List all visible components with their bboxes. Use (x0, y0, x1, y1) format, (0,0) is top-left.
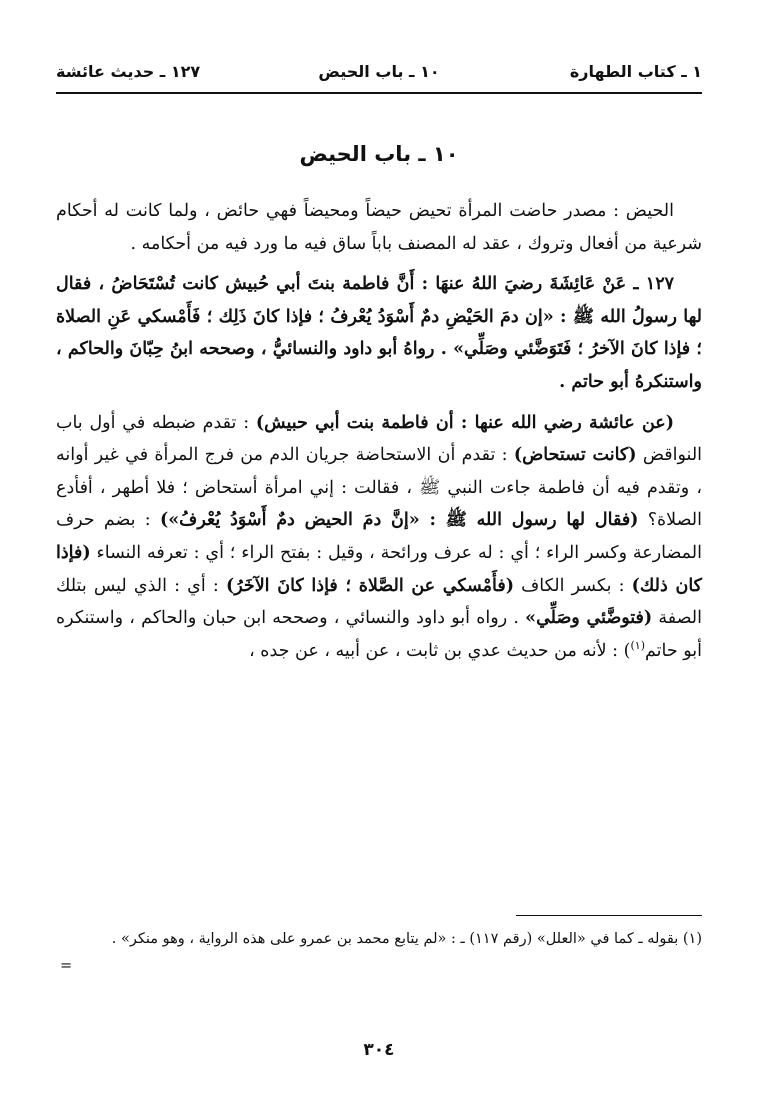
commentary-quote: (عن عائشة رضي الله عنها : أن فاطمة بنت أبي حبيش) (255, 412, 674, 433)
commentary-quote: (فتوضَّئي وصَلِّي» (525, 608, 653, 629)
commentary-text: : بكسر الكاف (514, 575, 632, 596)
commentary-text: : تقدم ضبطه في أول باب النواقض (56, 412, 703, 466)
commentary-quote: (كانت تستحاض) (513, 445, 637, 466)
main-text (56, 195, 702, 667)
definition-paragraph: الحيض : مصدر حاضت المرأة تحيض حيضاً ومحيضاً فهي حائض ، ولما كانت له أحكام شرعية من أفعال وتروك ، عقد له المصنف باباً ساق فيه ما ورد فيه من أحكامه . (56, 201, 702, 254)
commentary-text: : تقدم أن الاستحاضة جريان الدم من فرج المرأة في غير أوانه ، وتقدم فيه أن فاطمة جاءت النبي ﷺ ، فقالت : إني امرأة أستحاض ؛ فلا أطهر ، أفأدع الصلاة؟ (56, 445, 702, 531)
commentary-text: : أي : الذي ليس بتلك الصفة (56, 575, 702, 629)
footnote-text: (١) بقوله ـ كما في «العلل» (رقم ١١٧) ـ : «لم يتابع محمد بن عمرو على هذه الرواية ، وهو منكر» . (111, 931, 702, 947)
running-header (56, 62, 702, 88)
footnote-reference[interactable]: (١) (630, 638, 645, 652)
commentary-paragraph (56, 407, 702, 668)
header-chapter-title: ١٠ ـ باب الحيض (318, 62, 440, 81)
hadith-paragraph: ١٢٧ ـ عَنْ عَائِشَةَ رضيَ اللهُ عنهَا : أَنَّ فاطمة بنتَ أبي حُبيش كانت تُسْتَحَاضُ ، فقال لها رسولُ الله ﷺ : «إن دمَ الحَيْضِ دمٌ أَسْوَدُ يُعْرفُ ؛ فإذا كانَ ذَلِك ؛ فَأَمْسكي عَنِ الصلاة ؛ فإذا كانَ الآخرُ ؛ فَتَوَضَّئي وصَلِّي» . رواهُ أبو داود والنسائيُّ ، وصححه ابنُ حِبّانَ والحاكم ، واستنكرهُ أبو حاتم . (56, 274, 702, 392)
book-page (56, 0, 702, 1094)
chapter-title: ١٠ ـ باب الحيض (299, 142, 459, 166)
header-hadith-title: ١٢٧ ـ حديث عائشة (56, 62, 201, 81)
commentary-quote: (فقال لها رسول الله ﷺ : «إنَّ دمَ الحيض دمٌ أَسْوَدُ يُعْرفُ») (159, 510, 639, 531)
footnote (56, 926, 702, 974)
footnote-divider (516, 915, 702, 916)
commentary-quote: (فأَمْسكي عن الصَّلاة ؛ فإذا كانَ الآخَرُ) (225, 575, 515, 596)
commentary-text: : بضم حرف المضارعة وكسر الراء ؛ أي : له عرف ورائحة ، وقيل : بفتح الراء ؛ أي : تعرفه النساء (56, 510, 702, 563)
commentary-quote: (فإذا كان ذلك) (56, 542, 703, 596)
header-divider (56, 92, 702, 94)
continuation-mark: = (60, 958, 73, 974)
commentary-text: ) : لأنه من حديث عدي بن ثابت ، عن أبيه ، عن جده ، (249, 640, 631, 661)
page-number: ٣٠٤ (363, 1040, 395, 1060)
commentary-text: . رواه أبو داود والنسائي ، وصححه ابن حبان والحاكم ، واستنكره أبو حاتم (56, 608, 702, 661)
header-book-title: ١ ـ كتاب الطهارة (569, 62, 702, 81)
